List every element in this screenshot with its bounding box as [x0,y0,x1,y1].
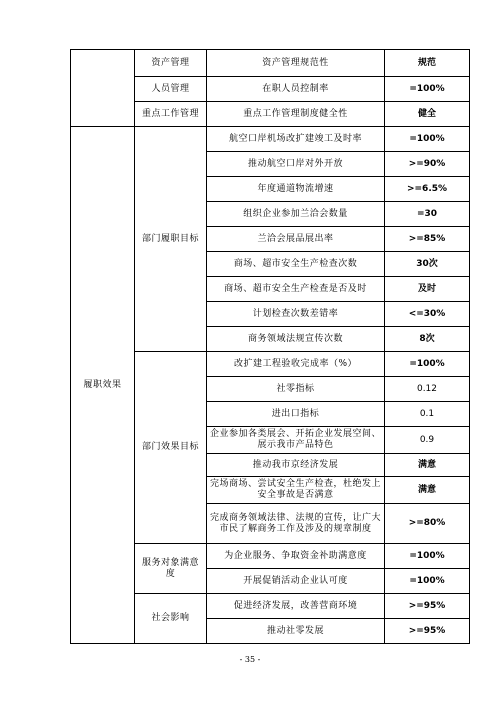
subcategory-cell: 人员管理 [135,77,207,102]
indicator-cell: 社零指标 [207,377,385,402]
value-cell: 规范 [385,50,470,77]
indicator-cell: 为企业服务、争取资金补助满意度 [207,544,385,569]
value-cell: =30 [385,202,470,227]
table-row [71,127,470,152]
indicator-cell: 年度通道物流增速 [207,177,385,202]
indicator-cell: 完成商务领域法律、法规的宣传，让广大市民了解商务工作及涉及的规章制度 [207,504,385,544]
value-cell: =100% [385,544,470,569]
category-cell: 履职效果 [71,127,135,644]
value-cell: 30次 [385,252,470,277]
value-cell: =100% [385,77,470,102]
indicator-cell: 兰洽会展品展出率 [207,227,385,252]
indicator-cell: 在职人员控制率 [207,77,385,102]
value-cell: >=95% [385,594,470,619]
indicator-cell: 商场、超市安全生产检查次数 [207,252,385,277]
subcategory-cell: 服务对象满意度 [135,544,207,594]
indicator-cell: 组织企业参加兰洽会数量 [207,202,385,227]
indicator-cell: 进出口指标 [207,402,385,427]
value-cell: >=6.5% [385,177,470,202]
category-cell [71,50,135,127]
indicator-cell: 航空口岸机场改扩建竣工及时率 [207,127,385,152]
value-cell: >=85% [385,227,470,252]
indicator-cell: 商场、超市安全生产检查是否及时 [207,277,385,302]
value-cell: 0.12 [385,377,470,402]
value-cell: 0.1 [385,402,470,427]
performance-table [70,49,470,644]
indicator-cell: 推动社零发展 [207,619,385,644]
value-cell: 满意 [385,454,470,477]
indicator-cell: 推动我市京经济发展 [207,454,385,477]
value-cell: 满意 [385,477,470,504]
value-cell: <=30% [385,302,470,327]
value-cell: =100% [385,127,470,152]
value-cell: >=80% [385,504,470,544]
subcategory-cell: 社会影响 [135,594,207,644]
indicator-cell: 资产管理规范性 [207,50,385,77]
page-number: - 35 - [239,655,261,664]
subcategory-cell: 部门履职目标 [135,127,207,352]
indicator-cell: 完场商场、尝试安全生产检查，杜绝发上安全事故是否满意 [207,477,385,504]
indicator-cell: 促进经济发展，改善营商环境 [207,594,385,619]
indicator-cell: 改扩建工程验收完成率（%） [207,352,385,377]
value-cell: 及时 [385,277,470,302]
value-cell: =100% [385,352,470,377]
subcategory-cell: 重点工作管理 [135,102,207,127]
value-cell: 8次 [385,327,470,352]
value-cell: 0.9 [385,427,470,454]
indicator-cell: 商务领域法规宣传次数 [207,327,385,352]
value-cell: >=95% [385,619,470,644]
indicator-cell: 计划检查次数差错率 [207,302,385,327]
table-row [71,50,470,77]
value-cell: >=90% [385,152,470,177]
indicator-cell: 重点工作管理制度健全性 [207,102,385,127]
value-cell: =100% [385,569,470,594]
value-cell: 健全 [385,102,470,127]
subcategory-cell: 资产管理 [135,50,207,77]
indicator-cell: 开展促销活动企业认可度 [207,569,385,594]
subcategory-cell: 部门效果目标 [135,352,207,544]
indicator-cell: 推动航空口岸对外开放 [207,152,385,177]
indicator-cell: 企业参加各类展会、开拓企业发展空间、展示我市产品特色 [207,427,385,454]
